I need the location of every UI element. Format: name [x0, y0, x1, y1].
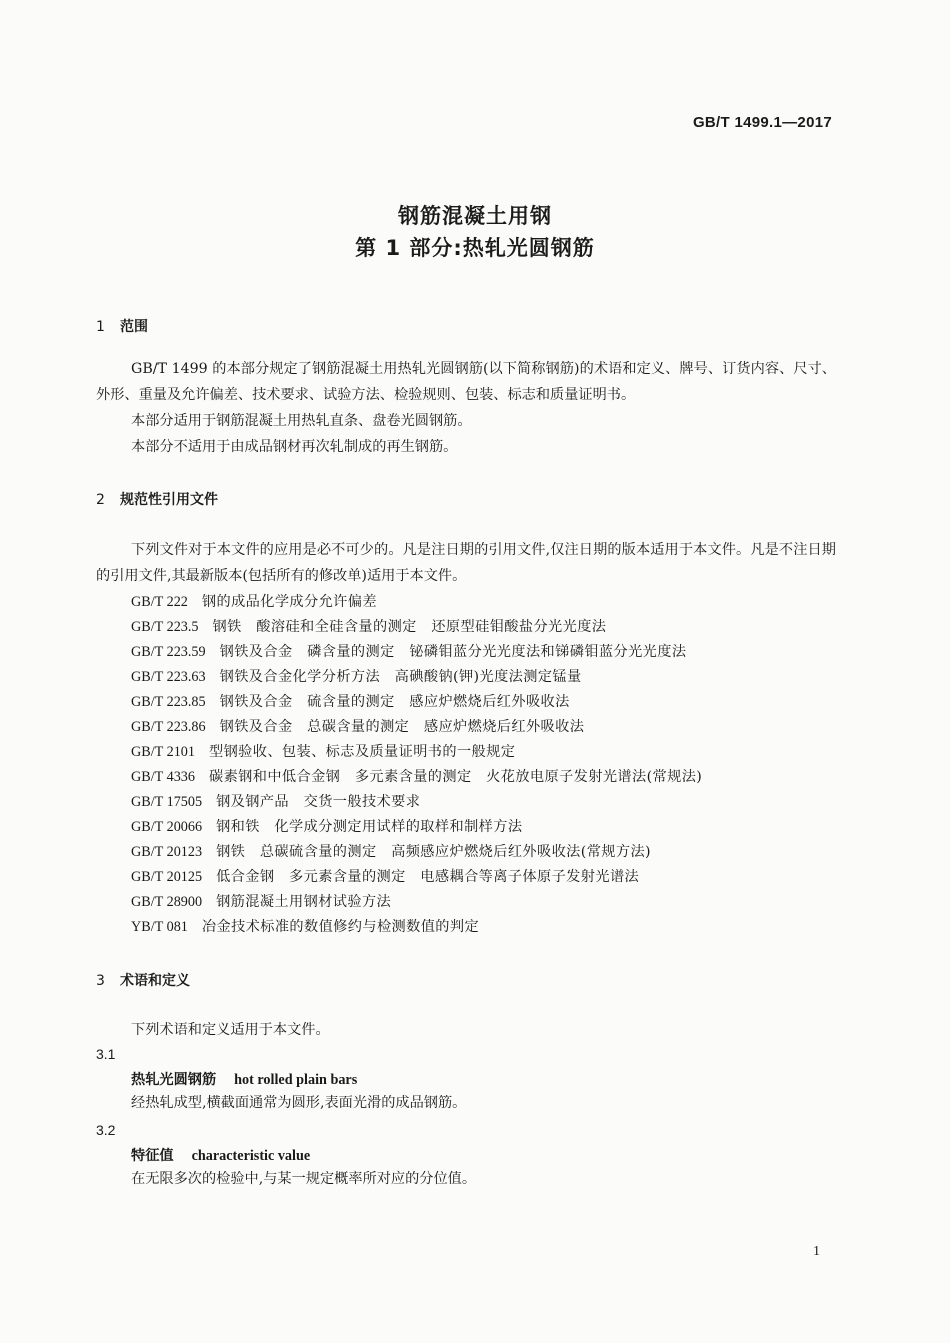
- reference-code: GB/T 2101: [131, 744, 195, 760]
- section-number: 1: [96, 319, 105, 335]
- reference-item: [131, 866, 639, 886]
- reference-item: [131, 891, 391, 911]
- reference-name: 钢铁 酸溶硅和全硅含量的测定 还原型硅钼酸盐分光光度法: [212, 619, 607, 635]
- reference-item: [131, 641, 686, 661]
- reference-code: GB/T 17505: [131, 794, 203, 810]
- section-heading-terms-and-definitions: [96, 970, 190, 990]
- section-heading-normative-references: [96, 489, 218, 509]
- reference-name: 钢的成品化学成分允许偏差: [201, 594, 377, 610]
- reference-name: 钢和铁 化学成分测定用试样的取样和制样方法: [216, 819, 523, 835]
- paragraph: 本部分不适用于由成品钢材再次轧制成的再生钢筋。: [131, 439, 458, 455]
- paragraph: GB/T 1499 的本部分规定了钢筋混凝土用热轧光圆钢筋(以下简称钢筋)的术语和定义、牌号、订货内容、尺寸、外形、重量及允许偏差、技术要求、试验方法、检验规则、包装、标志和质量证明书。: [96, 361, 836, 403]
- paragraph: 下列文件对于本文件的应用是必不可少的。凡是注日期的引用文件,仅注日期的版本适用于本文件。凡是不注日期的引用文件,其最新版本(包括所有的修改单)适用于本文件。: [96, 542, 836, 584]
- term-entry: [131, 1069, 357, 1089]
- reference-name: 钢铁 总碳硫含量的测定 高频感应炉燃烧后红外吸收法(常规方法): [216, 844, 651, 860]
- term-number: 3.2: [96, 1122, 116, 1138]
- reference-code: GB/T 223.5: [131, 619, 199, 635]
- section-number: 2: [96, 492, 105, 508]
- term-english: hot rolled plain bars: [234, 1072, 358, 1088]
- section-title: 术语和定义: [120, 973, 190, 989]
- reference-name: 钢及钢产品 交货一般技术要求: [216, 794, 421, 810]
- document-title: 钢筋混凝土用钢: [398, 204, 552, 228]
- term-definition: 在无限多次的检验中,与某一规定概率所对应的分位值。: [131, 1171, 477, 1187]
- reference-item: [131, 716, 584, 736]
- term-chinese: 热轧光圆钢筋: [131, 1072, 217, 1088]
- reference-item: [131, 616, 606, 636]
- reference-item: [131, 816, 522, 836]
- section-heading-scope: [96, 316, 148, 336]
- reference-code: YB/T 081: [131, 919, 188, 935]
- reference-name: 钢铁及合金化学分析方法 高碘酸钠(钾)光度法测定锰量: [219, 669, 582, 685]
- section-title: 规范性引用文件: [120, 492, 218, 508]
- reference-code: GB/T 28900: [131, 894, 203, 910]
- reference-code: GB/T 4336: [131, 769, 195, 785]
- reference-name: 型钢验收、包装、标志及质量证明书的一般规定: [208, 744, 516, 760]
- paragraph: 下列术语和定义适用于本文件。: [131, 1022, 330, 1038]
- reference-code: GB/T 20066: [131, 819, 203, 835]
- term-chinese: 特征值: [131, 1148, 174, 1164]
- reference-code: GB/T 223.63: [131, 669, 206, 685]
- page-number: 1: [813, 1244, 820, 1259]
- reference-item: [131, 791, 420, 811]
- reference-item: [131, 666, 582, 686]
- reference-item: [131, 591, 377, 611]
- reference-code: GB/T 223.86: [131, 719, 206, 735]
- reference-code: GB/T 223.85: [131, 694, 206, 710]
- term-entry: [131, 1145, 310, 1165]
- reference-name: 低合金钢 多元素含量的测定 电感耦合等离子体原子发射光谱法: [216, 869, 640, 885]
- reference-code: GB/T 223.59: [131, 644, 206, 660]
- reference-code: GB/T 222: [131, 594, 188, 610]
- term-english: characteristic value: [191, 1148, 311, 1164]
- section-number: 3: [96, 973, 105, 989]
- reference-item: [131, 841, 651, 861]
- reference-item: [131, 766, 702, 786]
- reference-name: 钢铁及合金 磷含量的测定 铋磷钼蓝分光光度法和锑磷钼蓝分光光度法: [219, 644, 687, 660]
- document-subtitle: 第 1 部分:热轧光圆钢筋: [355, 236, 595, 260]
- reference-name: 钢筋混凝土用钢材试验方法: [216, 894, 392, 910]
- term-number: 3.1: [96, 1046, 116, 1062]
- section-title: 范围: [120, 319, 148, 335]
- reference-item: [131, 916, 479, 936]
- document-code: GB/T 1499.1—2017: [692, 114, 832, 131]
- reference-name: 冶金技术标准的数值修约与检测数值的判定: [201, 919, 480, 935]
- reference-item: [131, 741, 515, 761]
- paragraph: 本部分适用于钢筋混凝土用热轧直条、盘卷光圆钢筋。: [131, 413, 472, 429]
- term-definition: 经热轧成型,横截面通常为圆形,表面光滑的成品钢筋。: [131, 1095, 467, 1111]
- reference-name: 钢铁及合金 硫含量的测定 感应炉燃烧后红外吸收法: [219, 694, 570, 710]
- reference-item: [131, 691, 570, 711]
- reference-name: 碳素钢和中低合金钢 多元素含量的测定 火花放电原子发射光谱法(常规法): [208, 769, 703, 785]
- reference-name: 钢铁及合金 总碳含量的测定 感应炉燃烧后红外吸收法: [219, 719, 585, 735]
- reference-code: GB/T 20123: [131, 844, 203, 860]
- reference-code: GB/T 20125: [131, 869, 203, 885]
